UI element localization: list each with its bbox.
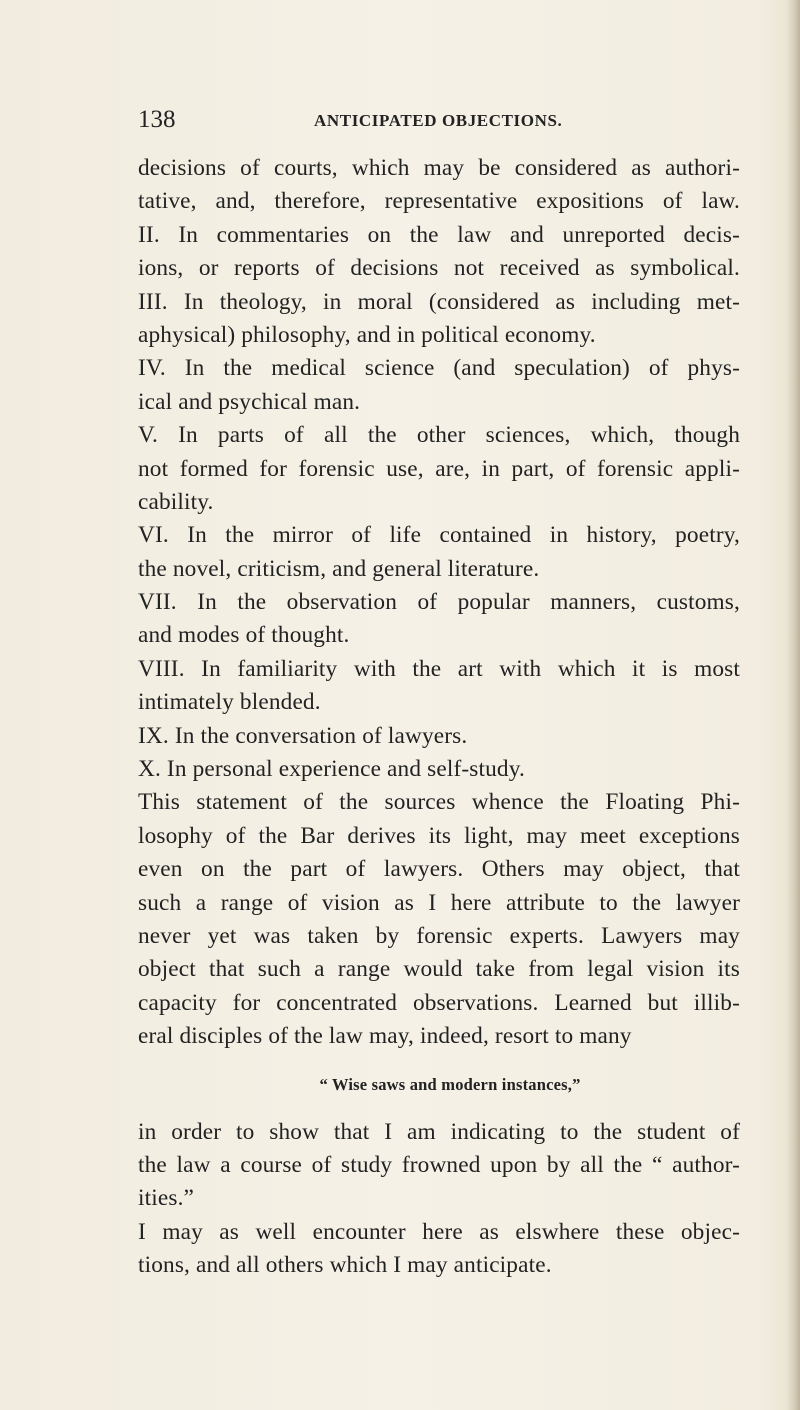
- text-line: VI. In the mirror of life contained in history, poetry,: [138, 522, 740, 549]
- text-line: not formed for forensic use, are, in part, of forensic appli-: [138, 455, 740, 482]
- text-line: aphysical) philosophy, and in political economy.: [138, 321, 596, 348]
- text-line: object that such a range would take from legal vision its: [138, 956, 740, 983]
- text-line: VII. In the observation of popular manners, customs,: [138, 589, 740, 616]
- page-header: [138, 106, 740, 134]
- block-quote: “ Wise saws and modern instances,”: [319, 1074, 581, 1094]
- text-line: never yet was taken by forensic experts. Lawyers may: [138, 922, 740, 949]
- text-line: I may as well encounter here as elswhere these objec-: [138, 1218, 740, 1245]
- text-line: eral disciples of the law may, indeed, resort to many: [138, 1023, 632, 1050]
- running-head: ANTICIPATED OBJECTIONS.: [314, 111, 563, 130]
- text-line: IX. In the conversation of lawyers.: [138, 722, 468, 749]
- text-line: tative, and, therefore, representative expositions of law.: [138, 188, 740, 215]
- text-line: and modes of thought.: [138, 622, 350, 649]
- text-line: decisions of courts, which may be considered as authori-: [138, 155, 740, 181]
- text-line: V. In parts of all the other sciences, which, though: [138, 422, 740, 449]
- text-line: X. In personal experience and self-study.: [138, 756, 525, 783]
- text-line: II. In commentaries on the law and unreported decis-: [138, 221, 740, 248]
- page-edge-shadow: [786, 0, 800, 1410]
- text-line: IV. In the medical science (and speculation) of phys-: [138, 355, 740, 382]
- text-line: such a range of vision as I here attribute to the lawyer: [138, 889, 740, 916]
- text-line: intimately blended.: [138, 689, 321, 716]
- text-line: ions, or reports of decisions not received as symbolical.: [138, 255, 740, 282]
- text-line: tions, and all others which I may anticipate.: [138, 1252, 552, 1279]
- text-line: ities.”: [138, 1185, 195, 1212]
- text-line: losophy of the Bar derives its light, may meet exceptions: [138, 822, 740, 849]
- text-block-before-quote: [138, 152, 740, 1054]
- text-line: even on the part of lawyers. Others may object, that: [138, 856, 740, 883]
- text-line: cability.: [138, 488, 214, 515]
- text-line: ical and psychical man.: [138, 388, 361, 415]
- text-line: the law a course of study frowned upon by all the “ author-: [138, 1151, 740, 1178]
- text-line: capacity for concentrated observations. Learned but illib-: [138, 989, 740, 1016]
- body-text: [138, 152, 740, 1283]
- text-line: in order to show that I am indicating to the student of: [138, 1118, 740, 1145]
- page-number: 138: [138, 106, 176, 133]
- text-line: VIII. In familiarity with the art with which it is most: [138, 655, 740, 682]
- text-block-after-quote: [138, 1116, 740, 1283]
- text-line: III. In theology, in moral (considered as including met-: [138, 288, 740, 315]
- text-line: the novel, criticism, and general literature.: [138, 555, 540, 582]
- text-line: This statement of the sources whence the Floating Phi-: [138, 789, 740, 816]
